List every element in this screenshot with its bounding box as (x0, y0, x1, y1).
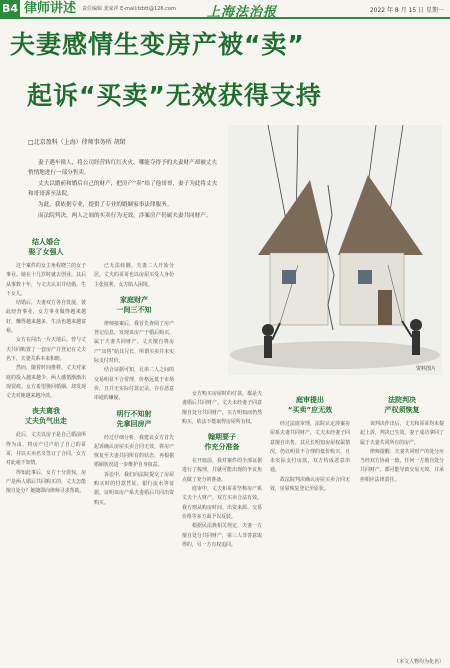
page-header (0, 0, 450, 19)
body-paragraph: 这个案件的女主角程晓兰的女子事业。她在十几岁时就去创业，其后从事数十年，与丈夫认识并结婚，生下女儿。 (6, 263, 86, 297)
body-paragraph: 已无法转圜，夫妻二人开始分居。丈夫的哥哥也以房屋买受人身份主张权利，女方陷入困境。 (94, 263, 174, 288)
subheading: 翰期要子 作充分准备 (204, 433, 240, 452)
body-paragraph: 庭审中，丈夫和哥哥坚称房产系丈夫个人财产，双方买卖合法有效。我方则从购房时间、出资来源、交易价格等多方面予以反驳。 (182, 486, 262, 520)
subheading: 家庭财产 一间三不知 (116, 295, 152, 314)
issue-date: 2022 年 8 月 15 日 星期一 (369, 7, 444, 14)
body-paragraph: 诉讼中，我们向法院提交了房屋购买时的付款凭证、银行流水等证据，证明该房产系夫妻婚后共同出资购买。 (94, 471, 174, 506)
body-paragraph: 此后，丈夫以房子是自己婚前所得为由，将房产过户给了自己的哥哥，并以买卖名义签订了合同，女方对此毫不知情。 (6, 432, 86, 467)
text-column-1 (6, 232, 86, 497)
section-title: 律师讲述 (24, 1, 77, 16)
subheading: 法院判决 产权须恢复 (384, 396, 420, 414)
body-paragraph: 女方在闯出一片天地后，曾与丈夫共同购置了一套房产并登记在丈夫名下，夫妻关系本来和睦。 (6, 337, 86, 362)
lead-paragraphs (28, 158, 220, 222)
body-paragraph: 经过仔细分析，我建议女方首先起诉确认房屋买卖合同无效，将房产恢复至夫妻共同所有的状态，再根据婚姻状况进一步维护自身权益。 (94, 434, 174, 469)
newspaper-logo: 上海法治报 (207, 5, 278, 20)
house-split-photo (228, 125, 442, 375)
body-paragraph: 得知此事后，女方十分震惊，房产是两人婚后共同购买的，丈夫怎能擅自处分？她随即向律师寻求帮助。 (6, 469, 86, 495)
headline-line-1: 夫妻感情生变房产被“卖” (10, 30, 305, 59)
text-column-5 (360, 390, 444, 485)
body-paragraph: 结合证据可知，兄弟二人之间的交易明显不合常理，价格远低于市场价，且并无实际付款记录，存在恶意串通的嫌疑。 (94, 367, 174, 402)
body-paragraph: 律师接案后，我首先查阅了房产登记信息，发现该房产于婚后购买，属于夫妻共同财产。丈夫擅自将房产“出售”给其兄长，所谓买卖并未实际支付对价。 (94, 320, 174, 365)
body-paragraph: 该判决作出后，丈夫和哥哥均未提起上诉，判决已生效。妻子成功拿回了属于夫妻共同所有的房产。 (360, 421, 444, 446)
subheading: 明行不知射 先拿回房产 (116, 409, 152, 428)
body-paragraph: 在开庭前，我对案件的全部证据进行了梳理，并就可能出现的争议焦点做了充分的准备。 (182, 458, 262, 483)
subheading: 庭审提出 “买卖”应无效 (287, 396, 333, 414)
subheading: 结人婚合 娶了女强人 (28, 238, 64, 256)
editor-info: 责任编辑 龚家祥 E-mail:fzbtt@126.com (82, 6, 176, 12)
headline-line-2: 起诉“买卖”无效获得支持 (27, 81, 322, 110)
lead-paragraph: 而法院判决，两人之间的买卖行为无效，涉案房产仍属夫妻共同财产。 (38, 213, 212, 219)
text-column-3 (182, 390, 262, 550)
subheading: 丧夫离我 丈夫负气出走 (25, 407, 67, 426)
author-note: （本文人物均为化名） (393, 659, 444, 665)
lead-paragraph: 为此，我依据专业，提供了专业的婚姻家事法律服务。 (38, 202, 173, 208)
photo-credit: 资料图片 (416, 366, 437, 372)
body-paragraph: 女方购买房屋时的付款，都是夫妻婚后共同财产。丈夫未经妻子同意擅自处分共同财产，买方明知而仍然购买，依法不能取得房屋所有权。 (182, 391, 262, 425)
body-paragraph: 经过法庭审理，法院认定涉案房屋系夫妻共同财产，丈夫未经妻子同意擅自出售，其兄长明知房屋权属情况，仍以明显不合理的低价购买，且未实际支付房款，双方构成恶意串通。 (270, 421, 350, 474)
body-paragraph: 结婚后，夫妻双方各自发展，彼此经营事业，女方事业做得越来越好，赚得越来越多，生活也越来越富裕。 (6, 300, 86, 335)
page-number: B4 (1, 2, 19, 15)
body-paragraph: 然而，随着时间推移，丈夫对家庭的投入越来越少，两人感情渐渐出现裂痕。女方希望挽回婚姻，却发现丈夫对她越来越冷淡。 (6, 365, 86, 400)
text-column-2 (94, 262, 174, 508)
body-paragraph: 故法院判决确认房屋买卖合同无效，房屋恢复登记至原状。 (270, 476, 350, 493)
body-paragraph: 律师提醒：夫妻共同财产的处分应当经双方协商一致，任何一方擅自处分共同财产，都可能导致交易无效，并承担相应法律责任。 (360, 448, 444, 483)
body-paragraph: 根据民法典相关规定，夫妻一方擅自处分共同财产，第三人非善意取得的，另一方有权追回。 (182, 523, 262, 548)
text-column-4 (270, 390, 350, 494)
lead-paragraph: 妻子遇车撞人，将公司经营转红红火火，哪能夺得予的夫妻财产却被丈夫悄悄地进行一部分售卖。 (28, 160, 218, 176)
byline: □北京盈科（上海）律师事务所 胡珺 (28, 139, 126, 146)
lead-paragraph: 丈夫以婚前和婚后自己的财产，把房产“卖”给了他哥哥，妻子为此将丈夫和哥哥诉至法院。 (28, 181, 218, 197)
